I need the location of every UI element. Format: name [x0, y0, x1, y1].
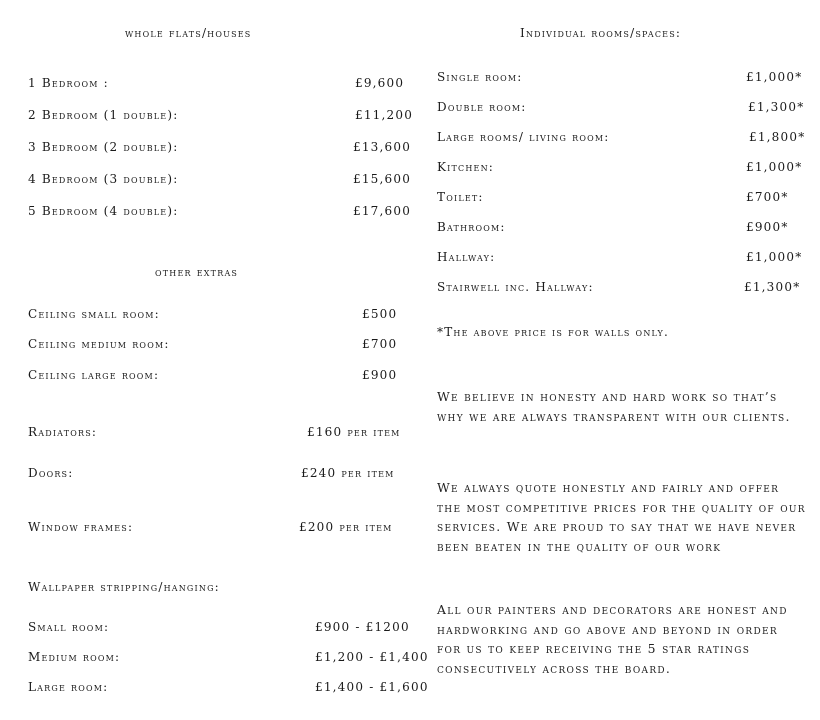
- rooms-heading: Individual rooms/spaces:: [520, 26, 682, 40]
- wallpaper-price-small: £900 - £1200: [315, 620, 410, 634]
- extra-label-doors: Doors:: [28, 466, 74, 480]
- flat-label-3: 3 Bedroom (2 double):: [28, 140, 179, 154]
- room-label-1: Single room:: [437, 70, 523, 84]
- room-price-1: £1,000*: [746, 70, 803, 84]
- wallpaper-price-large: £1,400 - £1,600: [315, 680, 429, 694]
- room-label-6: Bathroom:: [437, 220, 506, 234]
- extra-price-radiators: £160 per item: [307, 425, 401, 439]
- wallpaper-label-small: Small room:: [28, 620, 110, 634]
- ceiling-price-1: £500: [362, 307, 398, 321]
- room-price-4: £1,000*: [746, 160, 803, 174]
- flat-label-4: 4 Bedroom (3 double):: [28, 172, 179, 186]
- extras-heading: other extras: [155, 265, 239, 279]
- quote-paragraph: We always quote honestly and fairly and offer the most competitive prices for the quality of our services. We are proud to say that we have never been beaten in the quality of our work: [437, 480, 806, 554]
- ceiling-label-1: Ceiling small room:: [28, 307, 160, 321]
- room-label-3: Large rooms/ living room:: [437, 130, 610, 144]
- walls-only-note: *The above price is for walls only.: [437, 325, 670, 339]
- room-label-7: Hallway:: [437, 250, 496, 264]
- room-price-5: £700*: [746, 190, 789, 204]
- ceiling-price-3: £900: [362, 368, 398, 382]
- extra-label-window-frames: Window frames:: [28, 520, 134, 534]
- wallpaper-label-large: Large room:: [28, 680, 109, 694]
- extra-label-radiators: Radiators:: [28, 425, 98, 439]
- flat-label-5: 5 Bedroom (4 double):: [28, 204, 179, 218]
- flat-label-2: 2 Bedroom (1 double):: [28, 108, 179, 122]
- wallpaper-price-medium: £1,200 - £1,400: [315, 650, 429, 664]
- room-price-6: £900*: [746, 220, 789, 234]
- flat-price-5: £17,600: [353, 204, 412, 218]
- honesty-paragraph: We believe in honesty and hard work so that’s why we are always transparent with our clients.: [437, 389, 791, 424]
- flat-price-4: £15,600: [353, 172, 412, 186]
- room-price-7: £1,000*: [746, 250, 803, 264]
- flat-price-1: £9,600: [355, 76, 405, 90]
- room-label-4: Kitchen:: [437, 160, 495, 174]
- ceiling-price-2: £700: [362, 337, 398, 351]
- room-label-5: Toilet:: [437, 190, 484, 204]
- extra-price-window-frames: £200 per item: [299, 520, 393, 534]
- room-price-8: £1,300*: [744, 280, 801, 294]
- room-price-3: £1,800*: [749, 130, 806, 144]
- extra-price-doors: £240 per item: [301, 466, 395, 480]
- team-paragraph: All our painters and decorators are honest and hardworking and go above and beyond in order for us to keep receiving the 5 star ratings consecutively across the board.: [437, 602, 788, 676]
- wallpaper-label-medium: Medium room:: [28, 650, 121, 664]
- flat-label-1: 1 Bedroom :: [28, 76, 109, 90]
- flat-price-3: £13,600: [353, 140, 412, 154]
- wallpaper-heading: Wallpaper stripping/hanging:: [28, 580, 220, 594]
- room-price-2: £1,300*: [748, 100, 805, 114]
- room-label-2: Double room:: [437, 100, 527, 114]
- ceiling-label-2: Ceiling medium room:: [28, 337, 170, 351]
- flats-heading: whole flats/houses: [125, 26, 252, 40]
- room-label-8: Stairwell inc. Hallway:: [437, 280, 594, 294]
- ceiling-label-3: Ceiling large room:: [28, 368, 160, 382]
- flat-price-2: £11,200: [355, 108, 414, 122]
